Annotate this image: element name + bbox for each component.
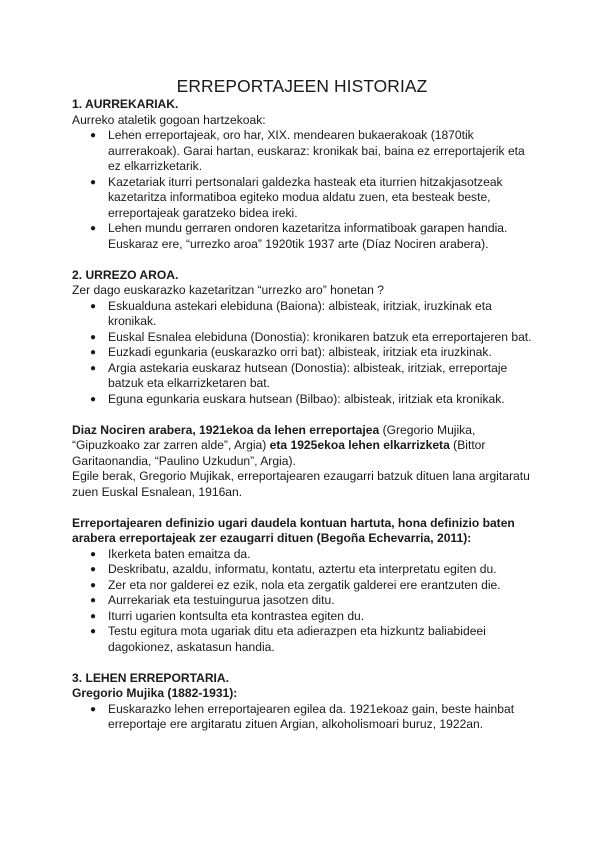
list-item-text: Eskualduna astekari elebiduna (Baiona): albisteak, iritziak, iruzkinak eta kronikak. [108, 298, 492, 328]
section-heading-aurrekariak: 1. AURREKARIAK. [72, 97, 179, 111]
list-item-text: Euskarazko lehen erreportajearen egilea da. 1921ekoaz gain, beste hainbat erreportaje ere argitaratu zituen Argian, alkoholismoari buruz, 1922an. [108, 701, 515, 731]
list-item [90, 360, 532, 392]
list-item [90, 562, 532, 578]
list-item [90, 577, 532, 594]
first-interview-source: (Bittor Garitaonandia, “Paulino Uzkudun”, Argia). [72, 438, 486, 468]
list-item [90, 174, 532, 222]
spacer [72, 500, 532, 516]
bullet-icon: ● [90, 223, 97, 234]
section-heading-urrezko-aroa: 2. URREZO AROA. [72, 267, 179, 282]
list-item-text: Iturri ugarien kontsulta eta kontrastea egiten du. [108, 608, 365, 623]
list-item-text: Kazetariak iturri pertsonalari galdezka hasteak eta iturrien hitzakjasotzeak kazetaritza informatiboa egiteko modua aldatu zuen, eta besteak beste, erreportajeak garatzeko bidea ireki. [108, 174, 503, 220]
bullet-icon: ● [90, 610, 97, 622]
emphasis-first-interview: eta 1925ekoa lehen elkarrizketa [269, 438, 450, 452]
spacer [72, 655, 532, 671]
document-page [72, 0, 532, 733]
list-item [90, 345, 532, 361]
list-item [90, 221, 532, 252]
spacer [72, 252, 532, 268]
diaz-nociren-paragraph [72, 423, 532, 470]
bullet-icon: ● [90, 393, 97, 405]
list-item-text: Eguna egunkaria euskara hutsean (Bilbao): albisteak, iritziak eta kronikak. [108, 391, 505, 406]
list-item [90, 391, 532, 408]
bullet-list [72, 128, 532, 252]
first-report-source: (Gregorio Mujika, “Gipuzkoako zar zarren alde”, Argia) [72, 422, 476, 452]
list-item [90, 624, 532, 655]
list-item [90, 329, 532, 346]
spacer [72, 407, 532, 423]
list-item [90, 128, 532, 175]
list-item-text: Argia astekaria euskaraz hutsean (Donostia): albisteak, iritziak, erreportaje batzuk eta elkarrizketaren bat. [108, 360, 508, 390]
list-item-text: Zer eta nor galderei ez ezik, nola eta zergatik galderei ere erantzuten die. [108, 577, 501, 592]
bullet-icon: ● [90, 130, 97, 141]
emphasis-first-report: Diaz Nociren arabera, 1921ekoa da lehen erreportajea [72, 422, 380, 437]
list-item [90, 298, 532, 330]
bullet-icon: ● [90, 564, 97, 575]
bullet-icon: ● [90, 176, 97, 188]
section-heading-lehen-erreportaria: 3. LEHEN ERREPORTARIA. [72, 670, 230, 685]
bullet-icon: ● [90, 347, 97, 358]
definition-heading: Erreportajearen definizio ugari daudela kontuan hartuta, hona definizio baten arabera erreportajeak zer ezaugarri dituen (Begoña Echevarria, 2011): [72, 515, 515, 545]
bullet-icon: ● [90, 626, 97, 637]
list-item-text: Deskribatu, azaldu, informatu, kontatu, aztertu eta interpretatu egiten du. [108, 562, 497, 576]
list-item-text: Ikerketa baten emaitza da. [108, 546, 251, 561]
list-item-text: Euzkadi egunkaria (euskarazko orri bat): albisteak, iritziak eta iruzkinak. [108, 345, 492, 359]
section-intro: Zer dago euskarazko kazetaritzan “urrezko aro” honetan ? [72, 283, 384, 297]
page-title: ERREPORTAJEEN HISTORIAZ [176, 76, 428, 96]
list-item-text: Aurrekariak eta testuingurua jasotzen ditu. [108, 593, 335, 607]
bullet-icon: ● [90, 595, 97, 606]
list-item [90, 546, 532, 563]
bullet-icon: ● [90, 548, 97, 560]
mujika-paragraph: Egile berak, Gregorio Mujikak, erreportajearen ezaugarri batzuk dituen lana argitaratu zuen Euskal Esnalean, 1916an. [72, 469, 530, 499]
list-item-text: Testu egitura mota ugariak ditu eta adierazpen eta hizkuntz baliabideei dagokionez, askatasun handia. [108, 624, 486, 654]
bullet-icon: ● [90, 362, 97, 374]
section-intro: Aurreko ataletik gogoan hartzekoak: [72, 112, 266, 127]
list-item-text: Euskal Esnalea elebiduna (Donostia): kronikaren batzuk eta erreportajeren bat. [108, 329, 532, 344]
author-subheading: Gregorio Mujika (1882-1931): [72, 686, 238, 700]
list-item [90, 701, 532, 733]
bullet-icon: ● [90, 579, 97, 591]
bullet-list [72, 299, 532, 408]
bullet-icon: ● [90, 703, 97, 715]
list-item-text: Lehen erreportajeak, oro har, XIX. mendearen bukaerakoak (1870tik aurrerakoak). Garai hartan, euskaraz: kronikak bai, baina ez erreportajerik eta ez elkarrizketarik. [108, 128, 525, 173]
bullet-icon: ● [90, 331, 97, 343]
list-item [90, 608, 532, 625]
list-item [90, 593, 532, 609]
bullet-list [72, 702, 532, 733]
bullet-list [72, 547, 532, 656]
list-item-text: Lehen mundu gerraren ondoren kazetaritza informatiboak garapen handia. Euskaraz ere, “urrezko aroa” 1920tik 1937 arte (Díaz Nociren arabera). [108, 221, 508, 251]
bullet-icon: ● [90, 300, 97, 312]
